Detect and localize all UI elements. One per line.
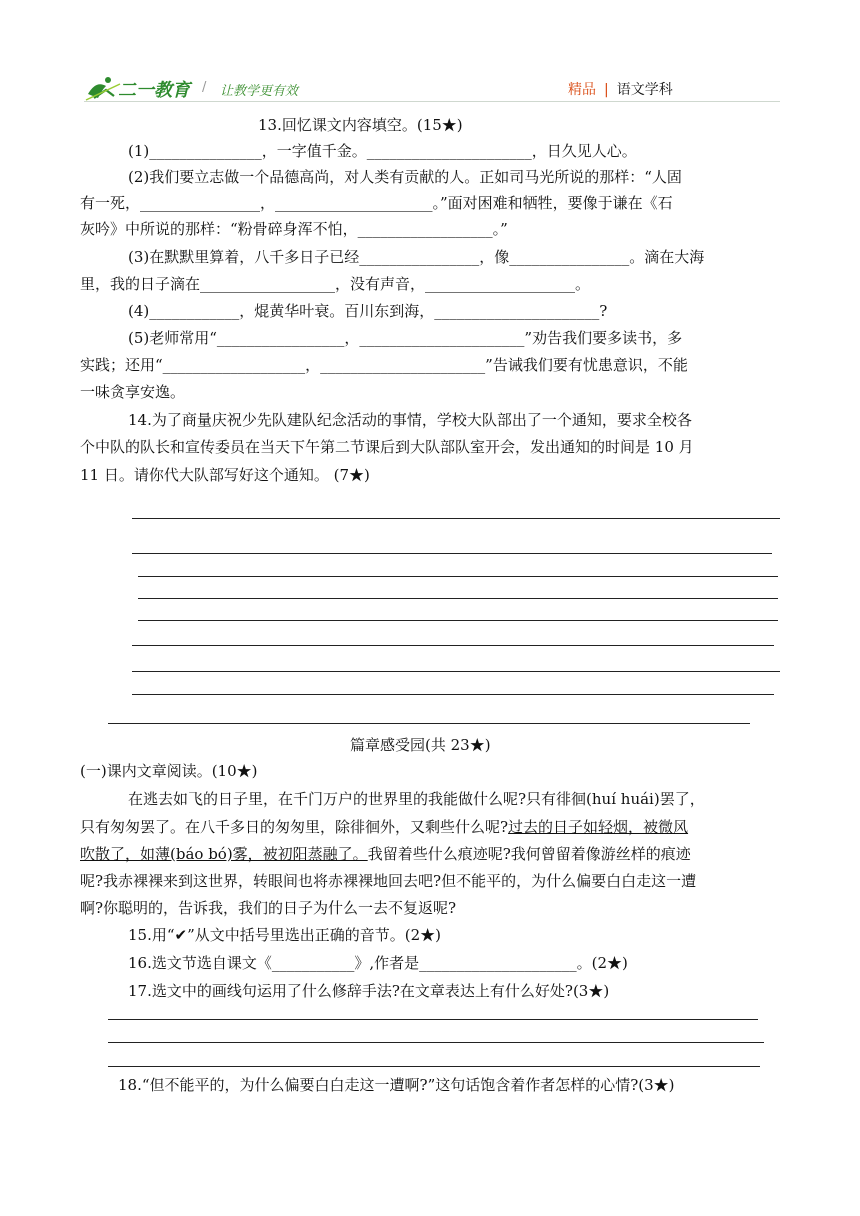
q13-line-8: (5)老师常用“_________________，______________________”劝告我们要多读书，多 [128, 329, 683, 347]
underlined-sentence-part-1: 过去的日子如轻烟，被微风 [508, 818, 689, 836]
q13-line-7: (4)____________，焜黄华叶衰。百川东到海，______________________? [128, 302, 608, 320]
passage-line-3-text: 我留着些什么痕迹呢?我何曾留着像游丝样的痕迹 [367, 845, 691, 863]
passage-line-2-text: 只有匆匆罢了。在八千多日的匆匆里，除徘徊外，又剩些什么呢? [80, 818, 509, 836]
question-15: 15.用“✔”从文中括号里选出正确的音节。(2★) [128, 926, 442, 944]
header-divider: | [604, 82, 609, 98]
q13-line-6: 里，我的日子滴在__________________，没有声音，____________________。 [80, 275, 591, 293]
answer-line[interactable] [132, 518, 780, 519]
q13-line-10: 一味贪享安逸。 [80, 383, 186, 401]
passage-line-2 [80, 818, 688, 836]
answer-line[interactable] [132, 553, 772, 554]
q13-line-2: (2)我们要立志做一个品德高尚，对人类有贡献的人。正如司马光所说的那样：“人固 [128, 168, 682, 186]
answer-line[interactable] [108, 1066, 760, 1067]
q14-line-3: 11 日。请你代大队部写好这个通知。 (7★) [80, 466, 370, 484]
passage-line-4: 呢?我赤裸裸来到这世界，转眼间也将赤裸裸地回去吧?但不能平的，为什么偏要白白走这一遭 [80, 872, 697, 890]
answer-line[interactable] [108, 1042, 764, 1043]
q13-line-1: (1)_______________，一字值千金。______________________，日久见人心。 [128, 142, 637, 160]
brand-name: 二一教育 [118, 80, 190, 101]
q13-line-5: (3)在默默里算着，八千多日子已经________________，像________________。滴在大海 [128, 248, 705, 266]
answer-line[interactable] [132, 671, 780, 672]
answer-line[interactable] [108, 723, 750, 724]
header-rule [84, 101, 780, 102]
header-slogan: 让教学更有效 [220, 84, 299, 99]
answer-line[interactable] [132, 694, 774, 695]
q14-line-1: 14.为了商量庆祝少先队建队纪念活动的事情，学校大队部出了一个通知，要求全校各 [128, 411, 692, 429]
part1-title: (一)课内文章阅读。(10★) [80, 762, 258, 780]
passage-line-1: 在逃去如飞的日子里，在千门万户的世界里的我能做什么呢?只有徘徊(huí huái)罢了， [128, 790, 705, 808]
q13-title: 13.回忆课文内容填空。(15★) [258, 116, 463, 134]
underlined-sentence-part-2: 吹散了，如薄(báo bó)雾，被初阳蒸融了。 [80, 845, 368, 863]
subject-label: 语文学科 [616, 82, 673, 98]
answer-line[interactable] [132, 645, 774, 646]
question-17: 17.选文中的画线句运用了什么修辞手法?在文章表达上有什么好处?(3★) [128, 982, 610, 1000]
question-18: 18.“但不能平的，为什么偏要白白走这一遭啊?”这句话饱含着作者怎样的心情?(3★) [118, 1076, 675, 1094]
q13-line-9: 实践；还用“___________________，______________________”告诫我们要有忧患意识，不能 [80, 356, 688, 374]
passage-line-5: 啊?你聪明的，告诉我，我们的日子为什么一去不复返呢? [80, 899, 457, 917]
answer-line[interactable] [108, 1019, 758, 1020]
q13-line-3: 有一死，________________，_____________________。”面对困难和牺牲，要像于谦在《石 [80, 194, 673, 212]
q13-line-4: 灰吟》中所说的那样：“粉骨碎身浑不怕，__________________。” [80, 220, 508, 238]
question-16: 16.选文节选自课文《___________》,作者是_____________________。(2★) [128, 954, 628, 972]
header-slash: / [202, 80, 207, 95]
q14-line-2: 个中队的队长和宣传委员在当天下午第二节课后到大队部队室开会，发出通知的时间是 10 月 [80, 438, 694, 456]
quality-tag: 精品 [568, 82, 596, 98]
answer-line[interactable] [138, 620, 778, 621]
passage-line-3 [80, 845, 691, 863]
answer-line[interactable] [138, 598, 778, 599]
header-right [568, 79, 673, 99]
section-title: 篇章感受园(共 23★) [350, 736, 491, 754]
answer-line[interactable] [138, 576, 778, 577]
